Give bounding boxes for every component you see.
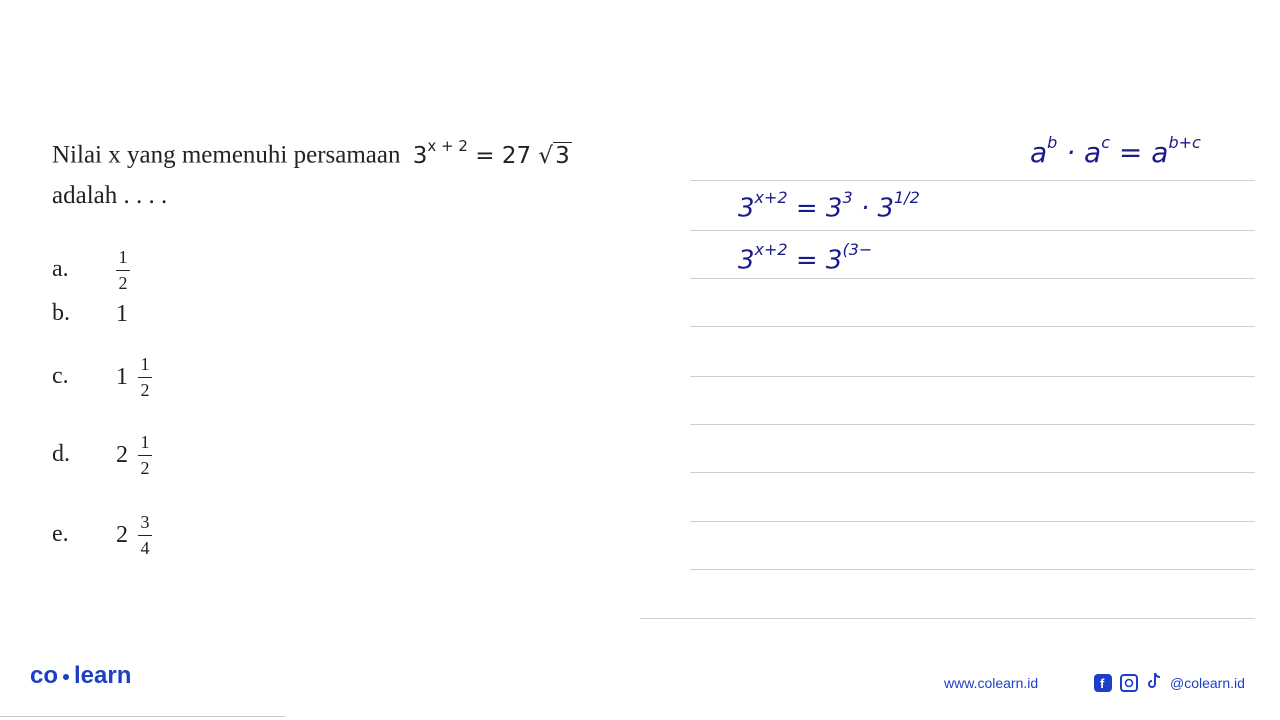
question-text: Nilai x yang memenuhi persamaan — [52, 141, 401, 169]
option-b[interactable] — [52, 300, 132, 328]
sqrt-symbol: √3 — [538, 142, 570, 169]
ruled-line — [690, 326, 1255, 327]
ruled-line — [690, 424, 1255, 425]
whole-part: 1 — [116, 363, 128, 390]
eq-exponent: x + 2 — [427, 137, 468, 155]
colearn-logo[interactable]: co learn — [30, 662, 132, 689]
handwritten-step-2: $3^{x+2} = 3^{(3-}$ — [738, 240, 873, 276]
option-letter: c. — [52, 362, 69, 389]
denominator: 4 — [140, 537, 150, 558]
denominator: 2 — [118, 272, 128, 293]
facebook-icon[interactable] — [1094, 674, 1112, 692]
denominator: 2 — [140, 457, 150, 478]
question-line-1 — [52, 137, 572, 170]
option-d[interactable] — [52, 433, 152, 478]
eq-base: 3 — [412, 142, 428, 169]
website-link[interactable]: www.colearn.id — [944, 675, 1039, 691]
option-letter: b. — [52, 300, 70, 326]
eq-radicand: 3 — [555, 142, 570, 169]
instagram-icon[interactable] — [1120, 674, 1138, 692]
bottom-divider — [0, 716, 285, 717]
ruled-line — [690, 180, 1255, 181]
ruled-line — [690, 472, 1255, 473]
denominator: 2 — [140, 379, 150, 400]
option-letter: d. — [52, 440, 70, 467]
ruled-line — [690, 230, 1255, 231]
ruled-line — [690, 376, 1255, 377]
whole-part: 2 — [116, 441, 128, 468]
ruled-line — [690, 569, 1255, 570]
social-handle[interactable]: @colearn.id — [1170, 674, 1245, 691]
option-a[interactable] — [52, 248, 130, 293]
handwritten-exponent-rule: $a^b \cdot a^c = a^{b+c}$ — [1030, 132, 1201, 169]
question-line-2: adalah . . . . — [52, 182, 168, 209]
option-c[interactable] — [52, 355, 152, 400]
option-value: 1 — [116, 300, 128, 327]
fraction — [138, 355, 152, 400]
equation — [412, 137, 572, 169]
fraction — [138, 433, 152, 478]
social-links — [1094, 672, 1245, 693]
fraction — [116, 248, 130, 293]
ruled-line — [690, 278, 1255, 279]
option-letter: a. — [52, 255, 69, 282]
eq-equals: = 27 — [475, 142, 532, 169]
numerator: 3 — [140, 512, 150, 532]
handwritten-step-1: $3^{x+2} = 3^3 \cdot 3^{1/2}$ — [738, 188, 920, 224]
svg-text:f: f — [1100, 675, 1105, 691]
fraction — [138, 513, 152, 558]
option-e[interactable] — [52, 513, 152, 558]
tiktok-icon[interactable] — [1146, 672, 1162, 693]
numerator: 1 — [140, 432, 150, 452]
numerator: 1 — [140, 354, 150, 374]
logo-dot-icon — [63, 674, 69, 680]
ruled-line — [690, 521, 1255, 522]
numerator: 1 — [118, 247, 128, 267]
whole-part: 2 — [116, 521, 128, 548]
ruled-line — [640, 618, 1255, 619]
option-letter: e. — [52, 520, 69, 547]
